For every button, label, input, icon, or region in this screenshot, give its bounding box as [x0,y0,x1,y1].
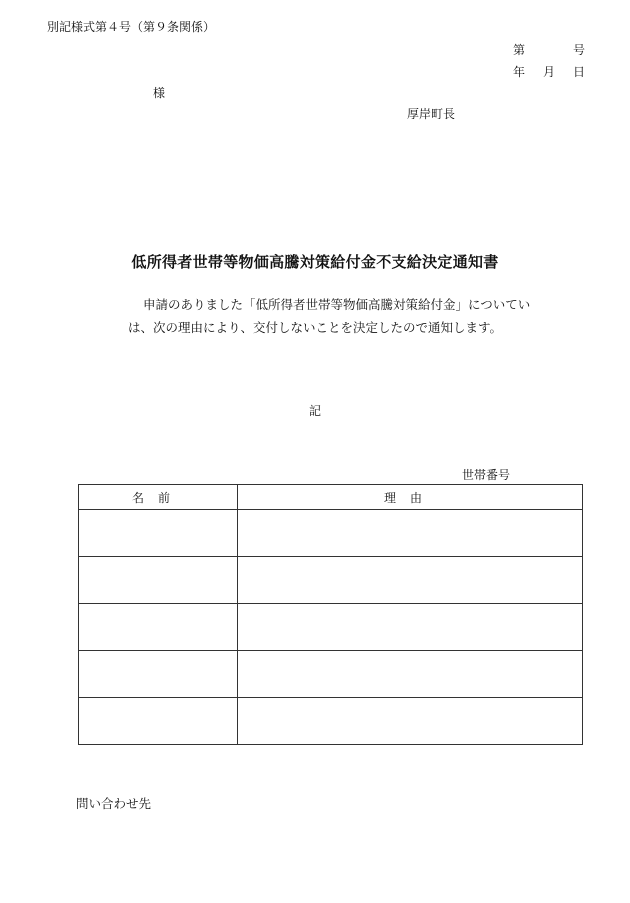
table-row [79,510,583,557]
recipient-honorific: 様 [153,86,166,100]
date-year: 年 [513,65,526,79]
reason-cell [238,604,583,651]
date-day: 日 [572,65,585,79]
name-cell [79,698,238,745]
contact-label: 問い合わせ先 [76,796,152,811]
document-number-suffix: 号 [572,43,585,57]
name-cell [79,651,238,698]
name-cell [79,557,238,604]
reason-cell [238,698,583,745]
body-text-line-1: 申請のありました「低所得者世帯等物価高騰対策給付金」についてい [143,297,531,312]
name-column-header: 名前 [79,485,238,510]
reason-cell [238,510,583,557]
name-cell [79,510,238,557]
note-heading: 記 [308,404,321,418]
document-title: 低所得者世帯等物価高騰対策給付金不支給決定通知書 [131,253,499,271]
name-cell [79,604,238,651]
reason-cell [238,651,583,698]
form-label: 別記様式第４号（第９条関係） [47,20,216,34]
body-text-line-2: は、次の理由により、交付しないことを決定したので通知します。 [128,320,503,335]
issue-date [513,63,585,80]
table-row [79,698,583,745]
document-number-prefix: 第 [513,43,526,57]
document-number [513,41,585,58]
table-row [79,651,583,698]
date-month: 月 [542,65,555,79]
reason-cell [238,557,583,604]
decision-table [78,484,583,745]
table-row [79,557,583,604]
issuer-name: 厚岸町長 [407,107,456,121]
household-number-label: 世帯番号 [462,468,511,482]
table-row [79,604,583,651]
table-header-row [79,485,583,510]
reason-column-header: 理由 [238,485,583,510]
